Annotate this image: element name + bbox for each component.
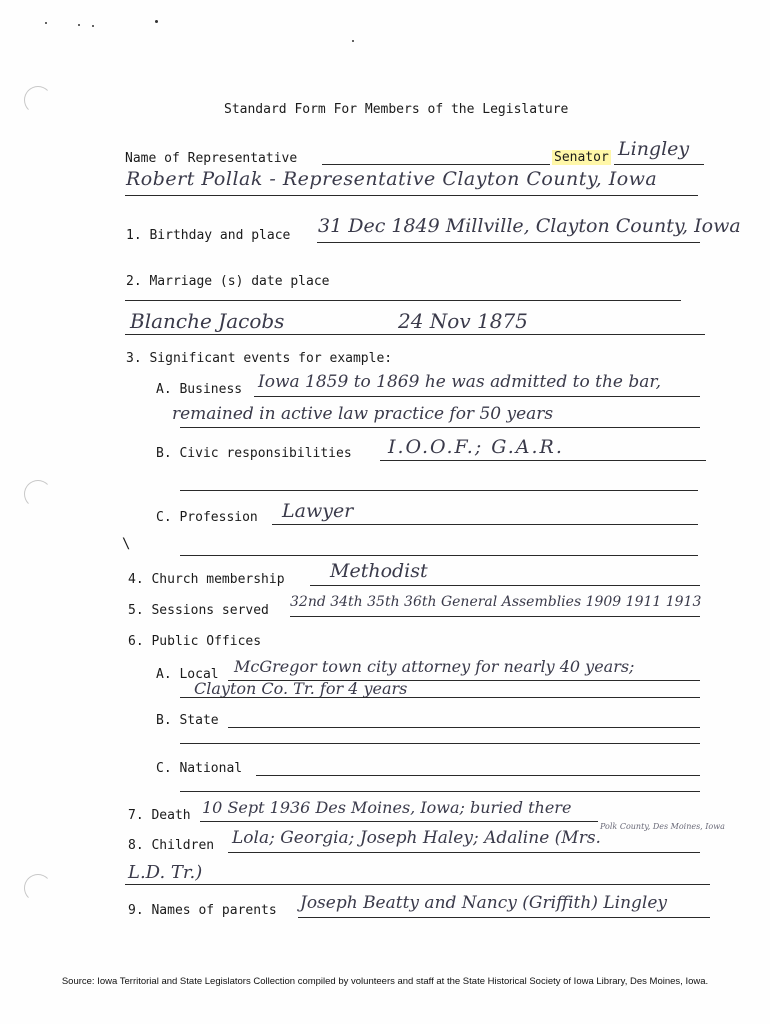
business-handwriting-1: Iowa 1859 to 1869 he was admitted to the bar, <box>258 372 662 392</box>
profession-rule <box>272 524 698 525</box>
scan-speck <box>352 40 354 42</box>
scan-speck <box>92 25 94 27</box>
local-label: A. Local <box>156 667 219 682</box>
local-handwriting-2: Clayton Co. Tr. for 4 years <box>194 679 408 698</box>
sessions-label: 5. Sessions served <box>128 603 269 618</box>
name-label: Name of Representative <box>125 151 298 166</box>
marriage-rule <box>125 300 681 301</box>
children-rule-2 <box>125 884 710 885</box>
civic-handwriting: I.O.O.F.; G.A.R. <box>388 436 564 458</box>
punch-hole-mark <box>24 480 52 508</box>
senator-handwriting: Lingley <box>618 138 690 160</box>
offices-label: 6. Public Offices <box>128 634 262 649</box>
state-rule <box>228 727 700 728</box>
birthday-handwriting: 31 Dec 1849 Millville, Clayton County, Iowa <box>318 215 741 237</box>
civic-rule-2 <box>180 490 698 491</box>
birthday-rule <box>317 242 700 243</box>
civic-label: B. Civic responsibilities <box>156 446 352 461</box>
national-label: C. National <box>156 761 243 776</box>
profession-rule-2 <box>180 555 698 556</box>
local-rule-2 <box>180 697 700 698</box>
civic-rule <box>380 460 706 461</box>
national-rule <box>256 775 700 776</box>
scan-speck <box>155 20 158 23</box>
birthday-label: 1. Birthday and place <box>126 228 291 243</box>
punch-hole-mark <box>24 86 52 114</box>
senator-rule <box>614 164 704 165</box>
national-rule-2 <box>180 791 700 792</box>
death-rule <box>200 821 598 822</box>
parents-handwriting: Joseph Beatty and Nancy (Griffith) Lingley <box>300 893 668 913</box>
profession-label: C. Profession <box>156 510 258 525</box>
children-rule <box>228 852 700 853</box>
parents-label: 9. Names of parents <box>128 903 277 918</box>
business-rule <box>254 396 700 397</box>
marriage-date-handwriting: 24 Nov 1875 <box>398 309 528 333</box>
punch-hole-mark <box>24 874 52 902</box>
sessions-handwriting: 32nd 34th 35th 36th General Assemblies 1909 1911 1913 <box>290 594 702 610</box>
church-handwriting: Methodist <box>330 560 428 582</box>
marriage-name-handwriting: Blanche Jacobs <box>130 309 285 333</box>
death-handwriting: 10 Sept 1936 Des Moines, Iowa; buried there <box>202 798 572 817</box>
marriage-label: 2. Marriage (s) date place <box>126 274 330 289</box>
form-title: Standard Form For Members of the Legislature <box>224 102 569 117</box>
scan-speck <box>78 24 80 26</box>
local-handwriting-1: McGregor town city attorney for nearly 40 years; <box>234 657 635 676</box>
children-handwriting-2: L.D. Tr.) <box>128 862 203 883</box>
name-rule-2 <box>125 195 698 196</box>
parents-rule <box>298 917 710 918</box>
marriage-rule-2 <box>125 334 705 335</box>
business-rule-2 <box>180 427 700 428</box>
stray-mark: \ <box>122 536 131 552</box>
children-handwriting-1: Lola; Georgia; Joseph Haley; Adaline (Mrs. <box>232 828 601 848</box>
state-rule-2 <box>180 743 700 744</box>
church-label: 4. Church membership <box>128 572 285 587</box>
name-handwriting: Robert Pollak - Representative Clayton County, Iowa <box>126 168 658 190</box>
business-label: A. Business <box>156 382 243 397</box>
state-label: B. State <box>156 713 219 728</box>
children-label: 8. Children <box>128 838 215 853</box>
business-handwriting-2: remained in active law practice for 50 years <box>172 404 554 424</box>
source-caption: Source: Iowa Territorial and State Legislators Collection compiled by volunteers and staff at the State Historical Society of Iowa Library, Des Moines, Iowa. <box>61 976 709 987</box>
name-rule <box>322 164 550 165</box>
church-rule <box>310 585 700 586</box>
sessions-rule <box>290 616 700 617</box>
death-handwriting-note: Polk County, Des Moines, Iowa <box>600 822 725 831</box>
death-label: 7. Death <box>128 808 191 823</box>
events-label: 3. Significant events for example: <box>126 351 393 366</box>
senator-label: Senator <box>554 150 609 165</box>
profession-handwriting: Lawyer <box>282 500 354 522</box>
scan-speck <box>45 22 47 24</box>
